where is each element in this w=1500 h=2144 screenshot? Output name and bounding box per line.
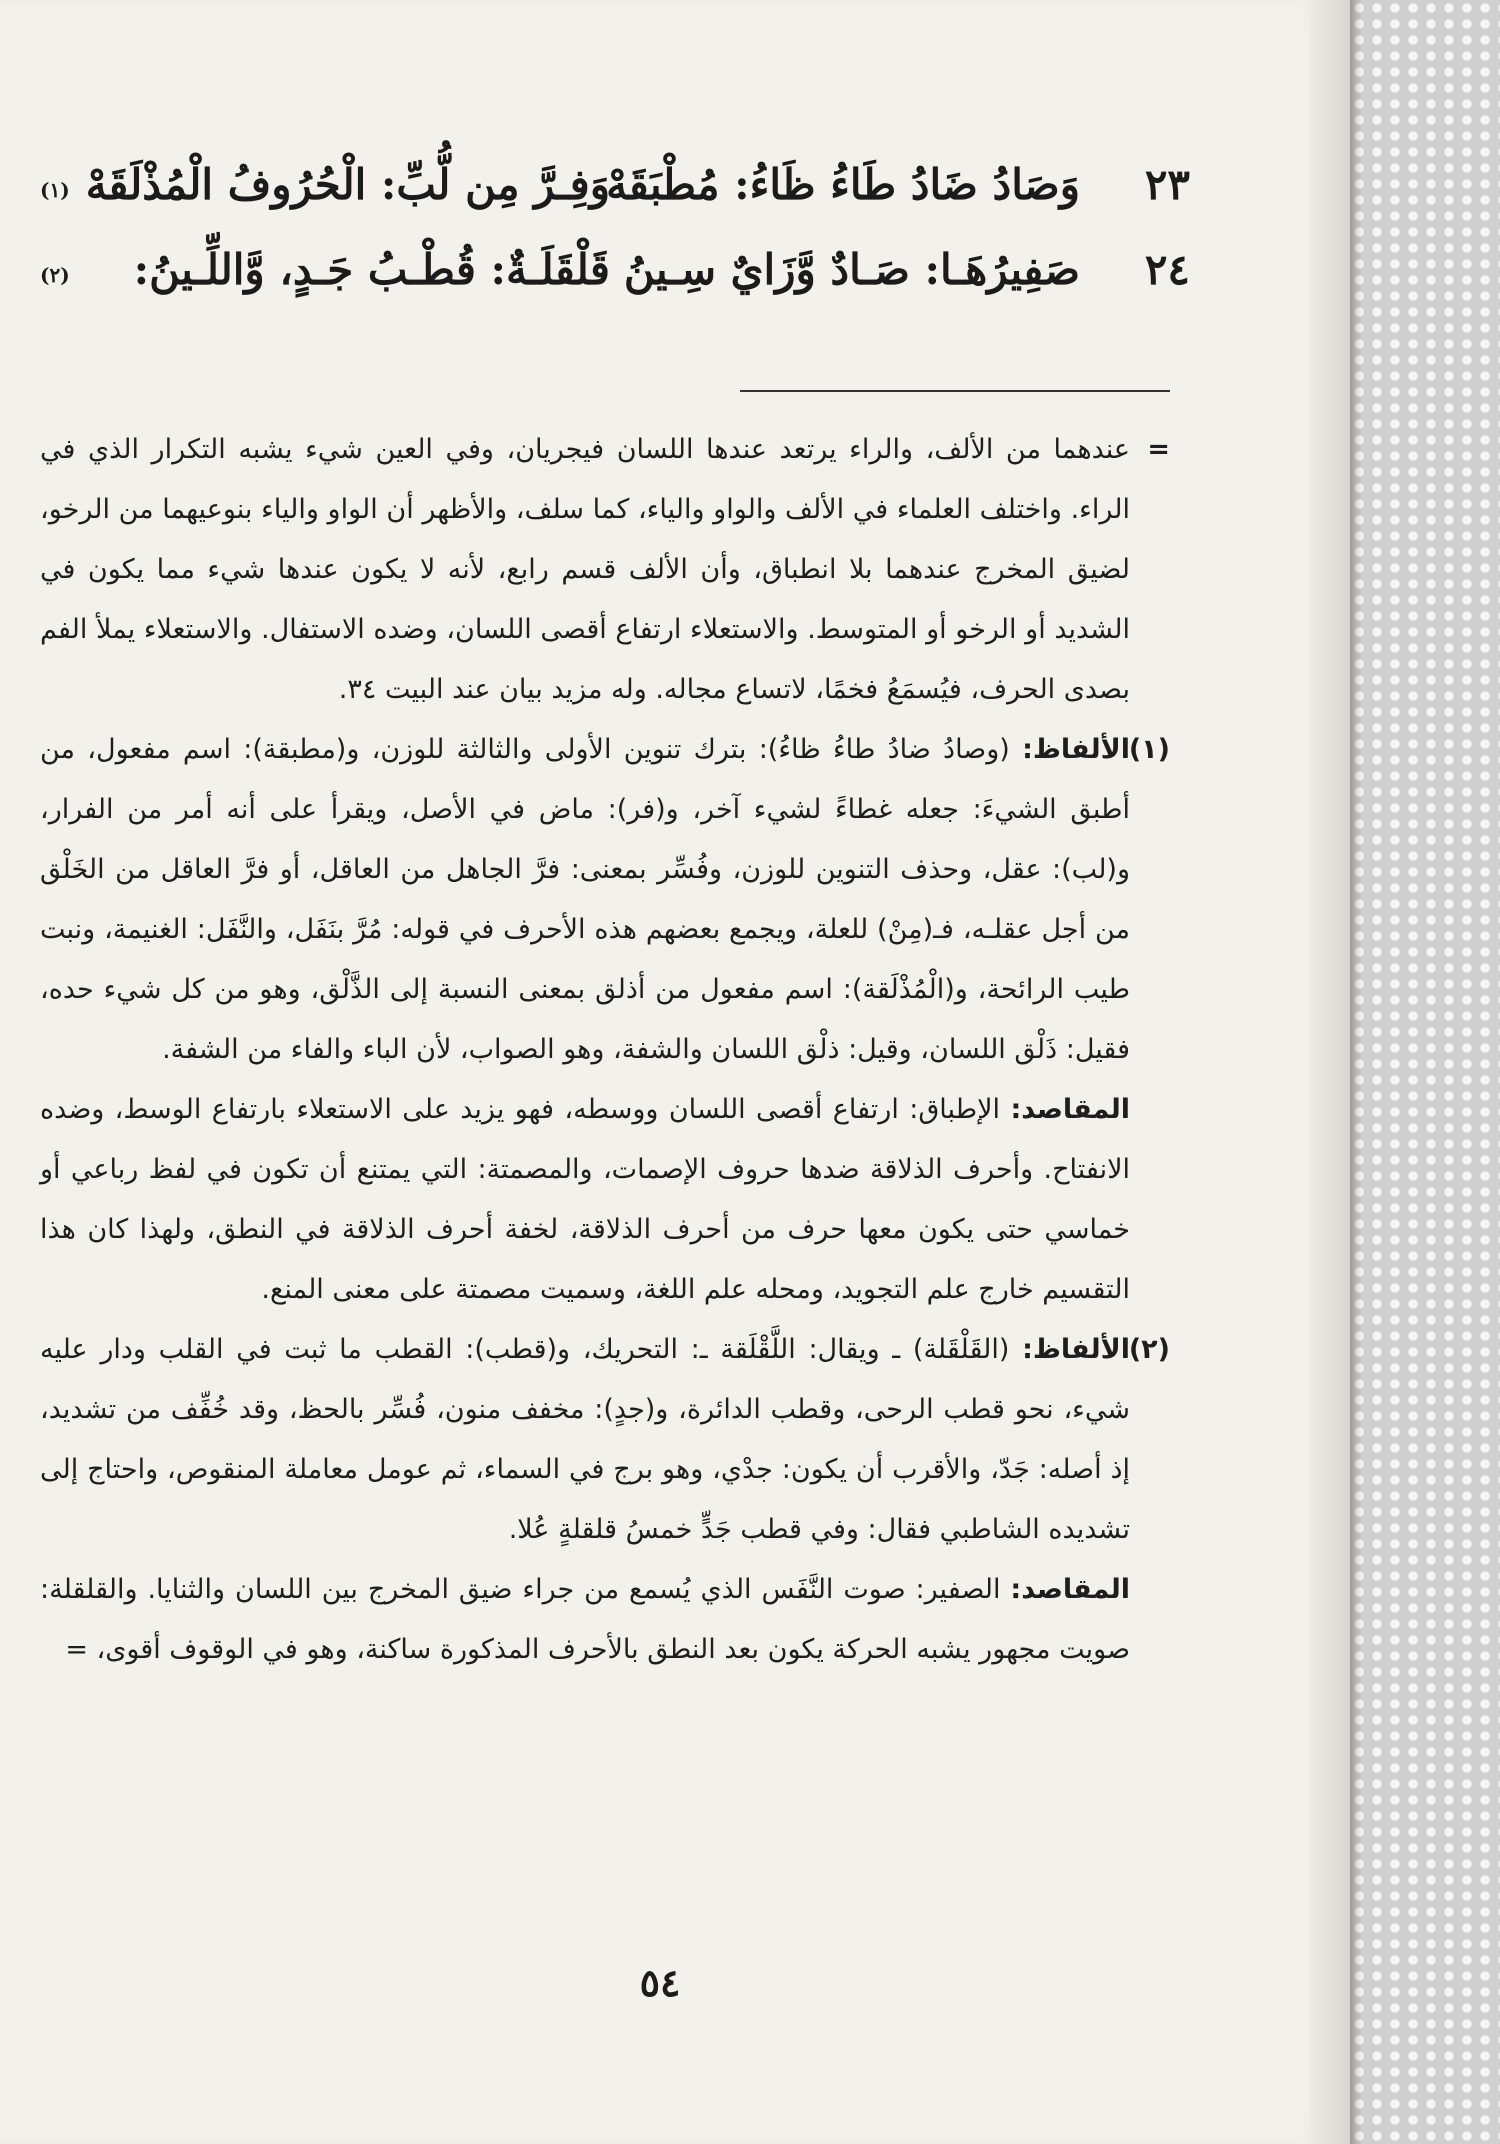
cover-shadow xyxy=(1350,0,1362,2144)
note-2-words xyxy=(40,1320,1170,1560)
note-continuation xyxy=(40,420,1170,720)
verse-second-half: وَفِـرَّ مِن لُّبِّ: الْحُرُوفُ الْمُذْلَقَهْ xyxy=(85,160,610,209)
verse-number: ٢٤ xyxy=(1144,245,1190,294)
page-edge xyxy=(1310,0,1350,2144)
note-marker: (٢) xyxy=(1128,1334,1170,1365)
note-marker: = xyxy=(1147,434,1170,465)
note-2-meanings xyxy=(40,1560,1170,1680)
footnotes-body xyxy=(40,420,1170,1860)
verse-24 xyxy=(40,245,1190,315)
page-number: ٥٤ xyxy=(639,1960,681,2005)
verse-number: ٢٣ xyxy=(1144,160,1190,209)
note-text: (القَلْقَلة) ـ ويقال: اللَّقْلَقة ـ: التحريك، و(قطب): القطب ما ثبت في القلب ودار عليه شيء، نحو قطب الرحى، وقطب الدائرة، و(جدٍ): مخفف منون، فُسِّر بالحظ، وقد خُفِّف من تشديد، إذ أصله: جَدّ، والأقرب أن يكون: جدْي، وهو برج في السماء، ثم عومل معاملة المنقوص، واحتاج إلى تشديده الشاطبي فقال: وفي قطب جَدٍّ خمسُ قلقلةٍ عُلا. xyxy=(40,1334,1130,1545)
note-1-words xyxy=(40,720,1170,1080)
note-lead: المقاصد: xyxy=(1010,1574,1130,1605)
note-lead: الألفاظ: xyxy=(1022,734,1130,765)
note-text: عندهما من الألف، والراء يرتعد عندها اللسان فيجريان، وفي العين شيء يشبه التكرار الذي في الراء. واختلف العلماء في الألف والواو والياء، كما سلف، والأظهر أن الواو والياء بنوعيهما من الرخو، لضيق المخرج عندهما بلا انطباق، وأن الألف قسم رابع، لأنه لا يكون عندها شيء مما يكون في الشديد أو الرخو أو المتوسط. والاستعلاء ارتفاع أقصى اللسان، وضده الاستفال. والاستعلاء يملأ الفم بصدى الحرف، فيُسمَعُ فخمًا، لاتساع مجاله. وله مزيد بيان عند البيت ٣٤. xyxy=(40,434,1130,705)
note-lead: المقاصد: xyxy=(1010,1094,1131,1125)
note-marker: (١) xyxy=(1128,734,1170,765)
verse-first-half: صَفِيرُهَـا: صَـادٌ وَّزَايٌ سِـينُ xyxy=(623,245,1080,294)
footnote-mark: (١) xyxy=(40,178,70,202)
note-text: الصفير: صوت النَّفَس الذي يُسمع من جراء ضيق المخرج بين اللسان والثنايا. والقلقلة: صويت مجهور يشبه الحركة يكون بعد النطق بالأحرف المذكورة ساكنة، وهو في الوقوف أقوى، = xyxy=(40,1574,1130,1665)
verse-first-half: وَصَادُ ضَادُ طَاءُ ظَاءُ: مُطْبَقَهْ xyxy=(606,160,1080,209)
verse-23 xyxy=(40,160,1190,230)
footnote-mark: (٢) xyxy=(40,263,70,287)
footnote-separator xyxy=(740,390,1170,392)
note-1-meanings xyxy=(40,1080,1170,1320)
book-cover-pattern xyxy=(1350,0,1500,2144)
note-text: (وصادُ ضادُ طاءُ ظاءُ): بترك تنوين الأولى والثالثة للوزن، و(مطبقة): اسم مفعول، من أطبق الشيءَ: جعله غطاءً لشيء آخر، و(فر): ماض في الأصل، ويقرأ على أنه أمر من الفرار، و(لب): عقل، وحذف التنوين للوزن، وفُسِّر بمعنى: فرَّ الجاهل من العاقل، أو فرَّ العاقل من الخَلْق من أجل عقلـه، فـ(مِنْ) للعلة، ويجمع بعضهم هذه الأحرف في قوله: مُرَّ بنَفَل، والنَّفَل: الغنيمة، ونبت طيب الرائحة، و(الْمُذْلَقة): اسم مفعول من أذلق بمعنى النسبة إلى الذَّلْق، وهو من كل شيء حده، فقيل: ذَلْق اللسان، وقيل: ذلْق اللسان والشفة، وهو الصواب، لأن الباء والفاء من الشفة. xyxy=(40,734,1130,1065)
note-text: الإطباق: ارتفاع أقصى اللسان ووسطه، فهو يزيد على الاستعلاء بارتفاع الوسط، وضده الانفتاح. وأحرف الذلاقة ضدها حروف الإصمات، والمصمتة: التي يمتنع أن تكون في لفظ رباعي أو خماسي حتى يكون معها حرف من أحرف الذلاقة، لخفة أحرف الذلاقة في النطق، ولهذا كان هذا التقسيم خارج علم التجويد، ومحله علم اللغة، وسميت مصمتة على معنى المنع. xyxy=(40,1094,1130,1305)
note-lead: الألفاظ: xyxy=(1022,1334,1130,1365)
verse-second-half: قَلْقَلَـةٌ: قُطْـبُ جَـدٍ، وَّاللِّـينُ: xyxy=(133,245,610,294)
